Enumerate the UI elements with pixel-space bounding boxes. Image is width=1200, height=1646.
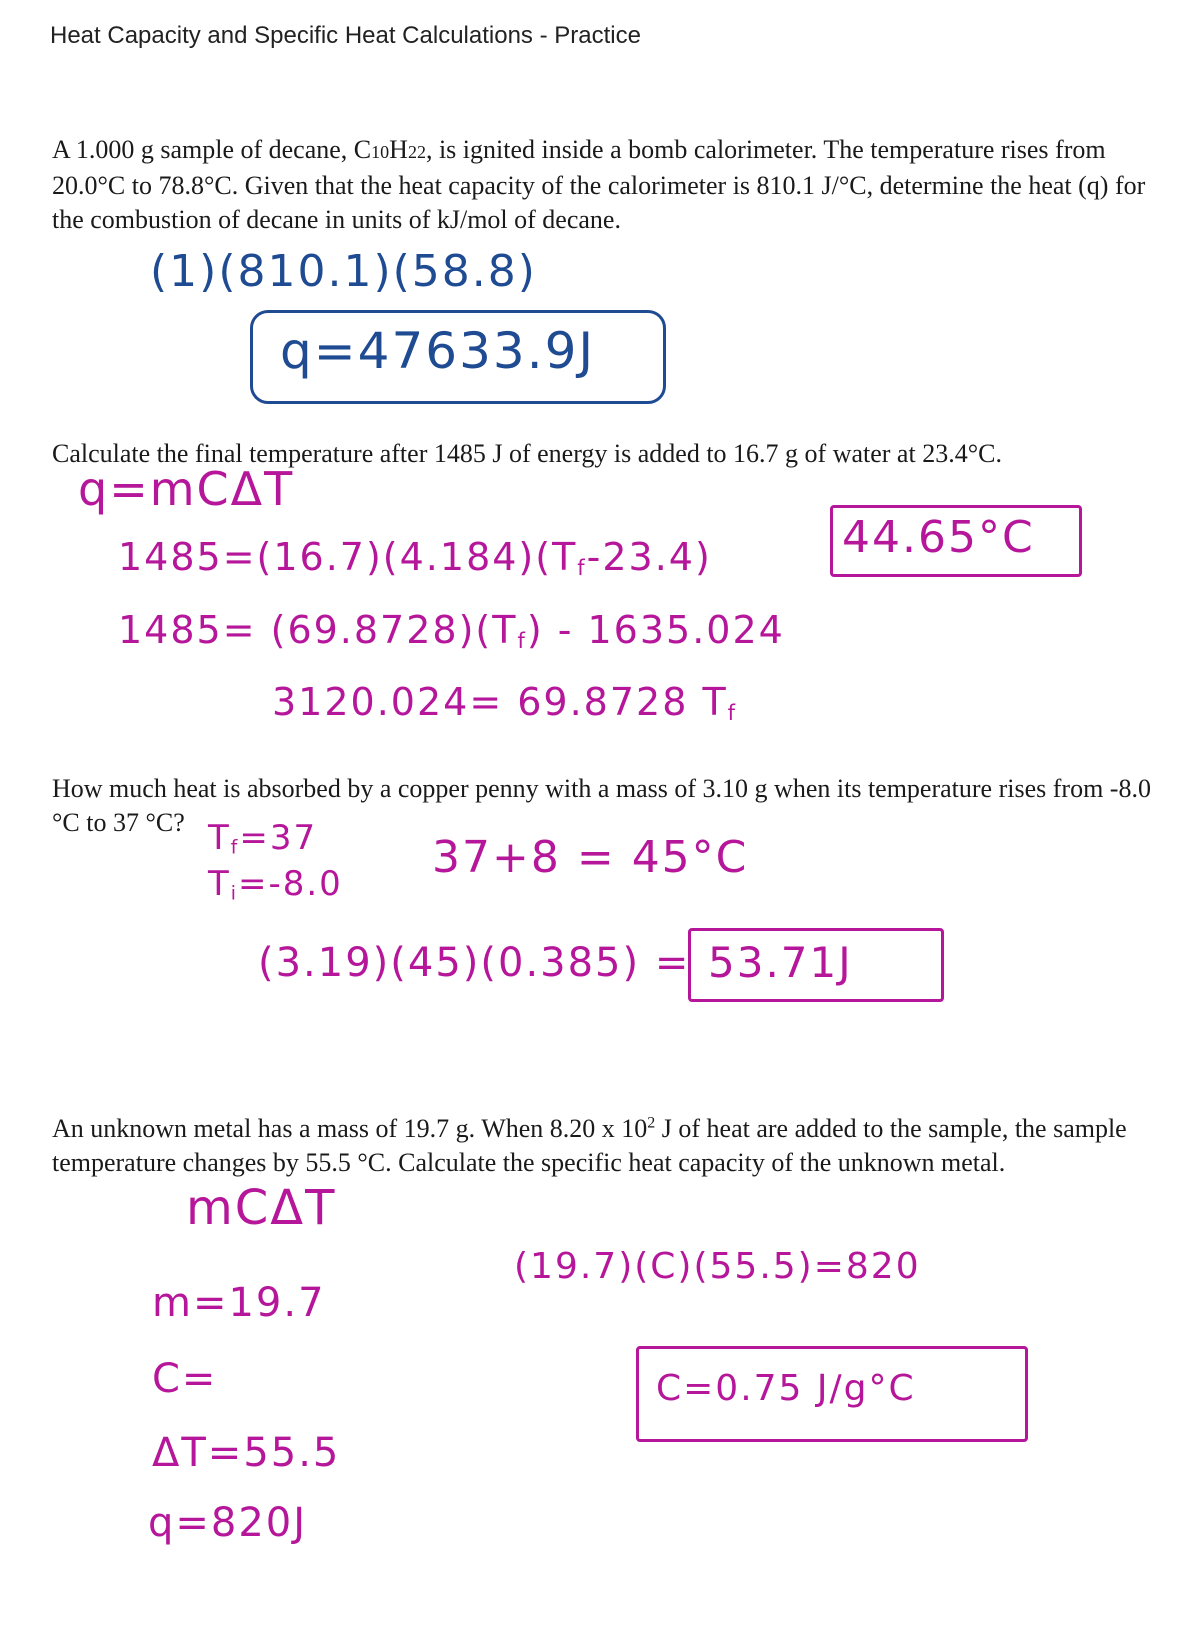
- answer-3-result: 53.71J: [708, 938, 853, 987]
- answer-1-result: q=47633.9J: [280, 322, 596, 380]
- question-1-text-end: , is ignited inside a bomb calorimeter. The temperature rises from 20.0°C to 78.8°C. Given that the heat capacity of the calorimeter is 810.1 J/°C, determine the heat (q) for the combustion of decane in units of kJ/mol of decane.: [52, 135, 1146, 234]
- answer-4-mass: m=19.7: [152, 1280, 326, 1326]
- answer-2-line-3-sub: f: [727, 701, 738, 726]
- page-title: Heat Capacity and Specific Heat Calculations - Practice: [50, 22, 641, 49]
- superscript-2: 2: [647, 1114, 656, 1132]
- question-3: How much heat is absorbed by a copper penny with a mass of 3.10 g when its temperature rises from -8.0 °C to 37 °C?: [52, 774, 1151, 837]
- answer-3-ti-sub: i: [230, 883, 238, 905]
- answer-4-equation: (19.7)(C)(55.5)=820: [514, 1246, 921, 1287]
- question-1-h: H: [389, 135, 408, 164]
- question-2: Calculate the final temperature after 1485 J of energy is added to 16.7 g of water at 23.4°C.: [52, 439, 1002, 468]
- answer-3-delta-t: 37+8 = 45°C: [432, 832, 749, 883]
- question-4: [52, 1112, 1182, 1180]
- answer-3-ti: [208, 864, 343, 905]
- answer-2-line-1-end: -23.4): [586, 535, 712, 579]
- answer-3-tf-value: =37: [239, 818, 318, 858]
- answer-2-line-1-sub: f: [577, 556, 587, 581]
- answer-2-result: 44.65°C: [842, 512, 1035, 563]
- answer-4-result: C=0.75 J/g°C: [656, 1368, 916, 1409]
- answer-2-line-3: [272, 680, 737, 725]
- answer-2-line-2-sub: f: [517, 629, 527, 654]
- answer-2-line-2: [118, 608, 785, 653]
- answer-1-work: (1)(810.1)(58.8): [150, 246, 537, 297]
- answer-2-line-2-end: ) - 1635.024: [526, 608, 785, 652]
- answer-2-line-2-text: 1485= (69.8728)(T: [118, 608, 518, 652]
- question-4-text-start: An unknown metal has a mass of 19.7 g. When 8.20 x 10: [52, 1114, 648, 1143]
- answer-3-tf-sub: f: [230, 837, 240, 859]
- subscript-22: 22: [407, 142, 426, 162]
- answer-2-line-3-text: 3120.024= 69.8728 T: [272, 680, 728, 724]
- answer-4-delta-t: ΔT=55.5: [152, 1430, 341, 1476]
- answer-2-line-1-text: 1485=(16.7)(4.184)(T: [118, 535, 578, 579]
- answer-4-formula: mCΔT: [186, 1180, 337, 1236]
- answer-4-heat: q=820J: [148, 1500, 308, 1546]
- answer-2-line-1: [118, 535, 712, 580]
- answer-3-ti-t: T: [208, 864, 231, 904]
- subscript-10: 10: [371, 142, 390, 162]
- answer-3-tf: [208, 818, 317, 859]
- answer-2-formula: q=mCΔT: [78, 462, 295, 516]
- answer-4-c: C=: [152, 1356, 218, 1402]
- answer-3-calculation: (3.19)(45)(0.385) =: [258, 940, 691, 986]
- question-4-text-end: J of heat are added to the sample, the sample temperature changes by 55.5 °C. Calculate the specific heat capacity of the unknown metal.: [52, 1114, 1127, 1177]
- answer-3-ti-value: =-8.0: [237, 864, 343, 904]
- question-1-text-start: A 1.000 g sample of decane, C: [52, 135, 372, 164]
- question-1: [52, 133, 1172, 237]
- answer-3-tf-t: T: [208, 818, 231, 858]
